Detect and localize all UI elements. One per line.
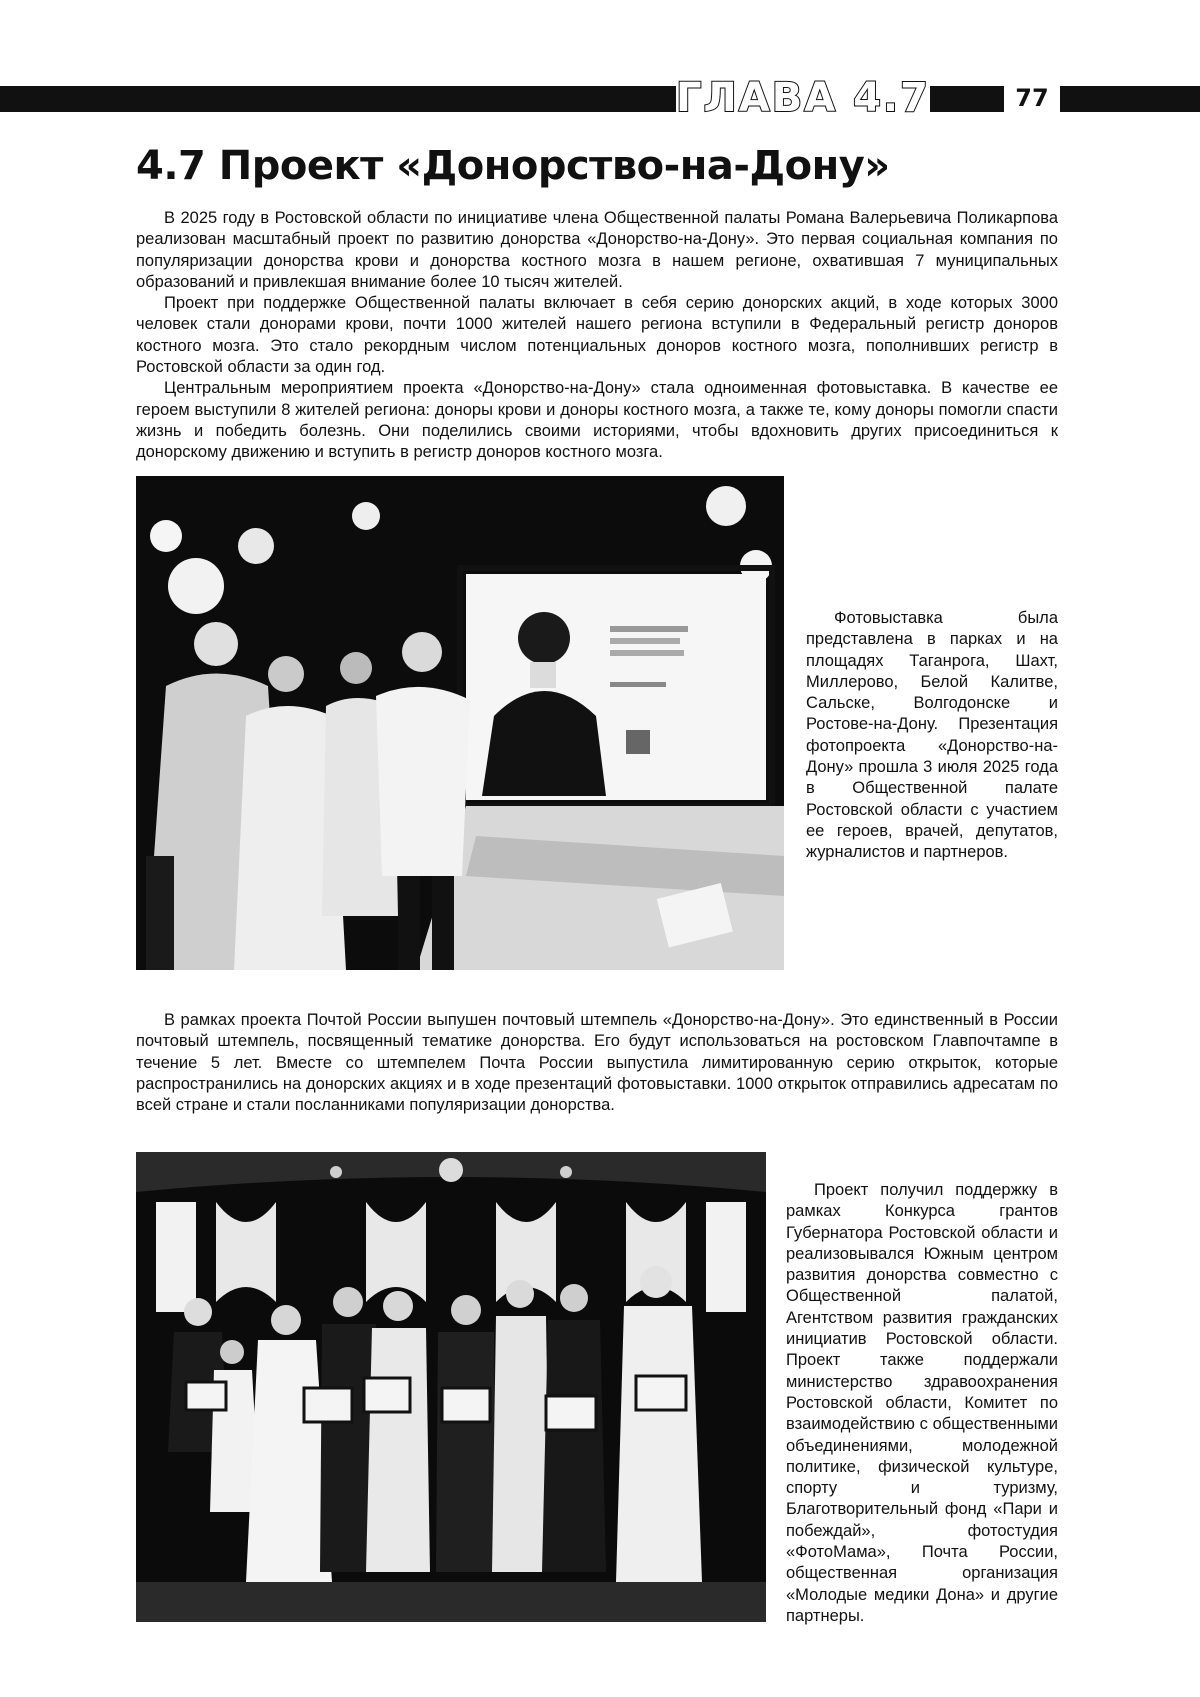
page-number: 77	[1004, 80, 1060, 116]
sidebar-text-partners: Проект получил поддержку в рамках Конкурса грантов Губернатора Ростовской области и реализовывался Южным центром развития донорства совместно с Общественной палатой, Агентством развития гражданских инициатив Ростовской области. Проект также поддержали министерство здравоохранения Ростовской области, Комитет по взаимодействию с общественными объединениями, молодежной политике, физической культуре, спорту и туризму, Благотворительный фонд «Пари и побеждай», фотостудия «ФотоМама», Почта России, общественная организация «Молодые медики Дона» и другие партнеры.	[786, 1181, 1058, 1625]
intro-paragraph-3: Центральным мероприятием проекта «Донорство-на-Дону» стала одноименная фотовыставка. В качестве ее героем выступили 8 жителей региона: доноры крови и доноры костного мозга, а также те, кому доноры помогли спасти жизнь и победить болезнь. Они поделились своими историями, чтобы вдохновить других присоединиться к донорскому движению и вступить в регистр доноров костного мозга.	[136, 379, 1058, 462]
intro-text	[136, 208, 1058, 464]
page-title: 4.7 Проект «Донорство-на-Дону»	[136, 143, 890, 189]
postal-stamp-paragraph: В рамках проекта Почтой России выпушен почтовый штемпель «Донорство-на-Дону». Это единственный в России почтовый штемпель, посвященный тематике донорства. Его будут использоваться на ростовском Главпочтампе в течение 5 лет. Вместе со штемпелем Почта России выпустила лимитированную серию открыток, которые распространились на донорских акциях и в ходе презентаций фотовыставки. 1000 открыток отправились адресатам по всей стране и стали посланниками популяризации донорства.	[136, 1011, 1058, 1115]
chapter-label: ГЛАВА 4.7	[676, 75, 930, 121]
award-ceremony-photo	[136, 1152, 766, 1622]
intro-paragraph-1: В 2025 году в Ростовской области по инициативе члена Общественной палаты Романа Валерьевича Поликарпова реализован масштабный проект по развитию донорства «Донорство-на-Дону». Это первая социальная компания по популяризации донорства крови и донорства костного мозга в нашем регионе, охватившая 7 муниципальных образований и привлекшая внимание более 10 тысяч жителей.	[136, 209, 1058, 291]
sidebar-text-exhibition: Фотовыставка была представлена в парках и на площадях Таганрога, Шахт, Миллерово, Белой Калитве, Сальске, Волгодонске и Ростове-на-Дону. Презентация фотопроекта «Донорство-на-Дону» прошла 3 июля 2025 года в Общественной палате Ростовской области с участием ее героев, врачей, депутатов, журналистов и партнеров.	[806, 609, 1058, 862]
exhibition-photo	[136, 476, 784, 970]
intro-paragraph-2: Проект при поддержке Общественной палаты включает в себя серию донорских акций, в ходе которых 3000 человек стали донорами крови, почти 1000 жителей нашего региона вступили в Федеральный регистр доноров костного мозга. Это стало рекордным числом потенциальных доноров костного мозга, пополнивших регистр в Ростовской области за один год.	[136, 294, 1058, 377]
